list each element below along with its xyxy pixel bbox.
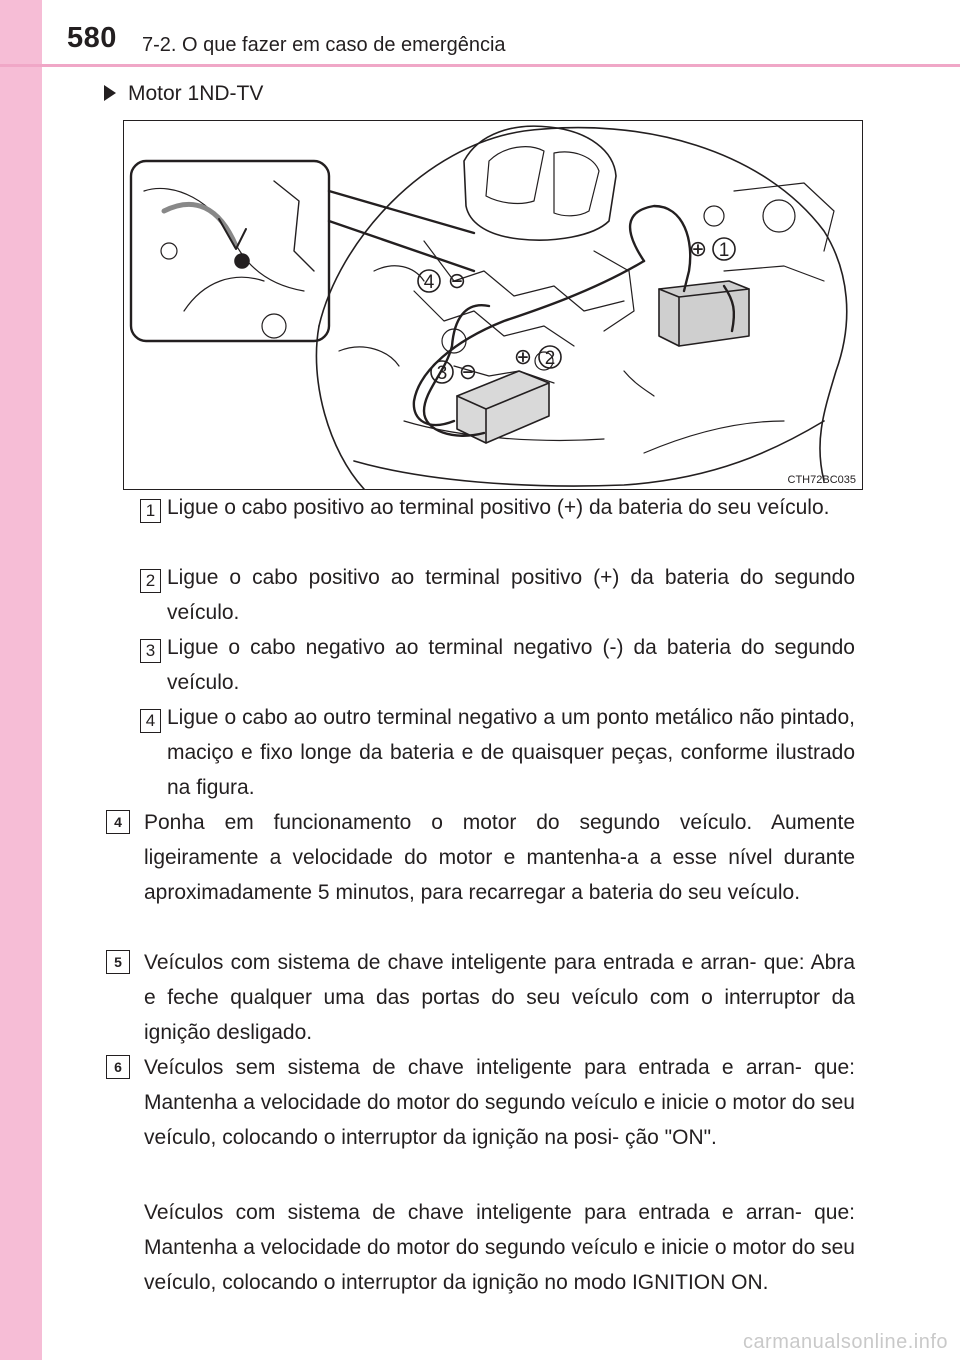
negative-sign-3: ⊖ bbox=[458, 359, 478, 384]
substep-2-text: Ligue o cabo positivo ao terminal positivo (+) da bateria do segundo veículo. bbox=[167, 566, 855, 624]
engine-label bbox=[104, 82, 263, 106]
substep-1-text: Ligue o cabo positivo ao terminal positivo (+) da bateria do seu veículo. bbox=[167, 496, 830, 519]
substep-number-3: 3 bbox=[140, 639, 161, 663]
callout-2: 2 bbox=[544, 348, 556, 369]
negative-sign-4: ⊖ bbox=[447, 268, 467, 293]
front-bumper bbox=[354, 421, 824, 486]
hood-outline bbox=[319, 128, 847, 481]
step-number-6: 6 bbox=[106, 1055, 130, 1079]
figure-code: CTH72BC035 bbox=[787, 474, 856, 486]
page-number: 580 bbox=[67, 22, 117, 54]
step-5-text: Veículos com sistema de chave inteligente para entrada e arran- que: Abra e feche qualquer uma das portas do seu veículo com o interruptor da ignição desligado. bbox=[144, 951, 855, 1044]
site-watermark: carmanualsonline.info bbox=[742, 1331, 948, 1353]
callout-3: 3 bbox=[436, 363, 448, 384]
header-rule bbox=[0, 64, 960, 67]
substep-number-2: 2 bbox=[140, 569, 161, 593]
engine-label-text: Motor 1ND-TV bbox=[128, 82, 264, 105]
side-color-band bbox=[0, 0, 42, 1360]
step-6-text: Veículos sem sistema de chave inteligente para entrada e arran- que: Mantenha a velocidade do motor do segundo veículo e inicie o motor do seu veículo, colocando o interruptor da ignição na posi- ção "ON". bbox=[144, 1056, 855, 1149]
step-number-5: 5 bbox=[106, 950, 130, 974]
substep-number-1: 1 bbox=[140, 499, 161, 523]
positive-cable-top bbox=[630, 206, 690, 291]
substep-number-4: 4 bbox=[140, 709, 161, 733]
substep-3-text: Ligue o cabo negativo ao terminal negativo (-) da bateria do segundo veículo. bbox=[167, 636, 855, 694]
jump-start-illustration bbox=[123, 120, 863, 490]
positive-sign-2: ⊕ bbox=[513, 344, 533, 369]
step-4-text: Ponha em funcionamento o motor do segundo veículo. Aumente ligeiramente a velocidade do motor e mantenha-a a esse nível durante aproximadamente 5 minutos, para recarregar a bateria do seu veículo. bbox=[144, 811, 855, 904]
substep-4-text: Ligue o cabo ao outro terminal negativo a um ponto metálico não pintado, maciço e fixo longe da bateria e de quaisquer peças, conforme ilustrado na figura. bbox=[167, 706, 855, 799]
callout-4: 4 bbox=[423, 272, 435, 293]
step-6-smart-key-text: Veículos com sistema de chave inteligente para entrada e arran- que: Mantenha a velocidade do motor do segundo veículo e inicie o motor do seu veículo, colocando o interruptor da ignição no modo IGNITION ON. bbox=[144, 1201, 855, 1294]
section-title: 7-2. O que fazer em caso de emergência bbox=[142, 34, 506, 56]
triangle-bullet-icon bbox=[104, 85, 116, 101]
positive-sign-1: ⊕ bbox=[688, 236, 708, 261]
engine-bay-drawing bbox=[124, 121, 862, 489]
callout-1: 1 bbox=[718, 240, 730, 261]
step-number-4: 4 bbox=[106, 810, 130, 834]
